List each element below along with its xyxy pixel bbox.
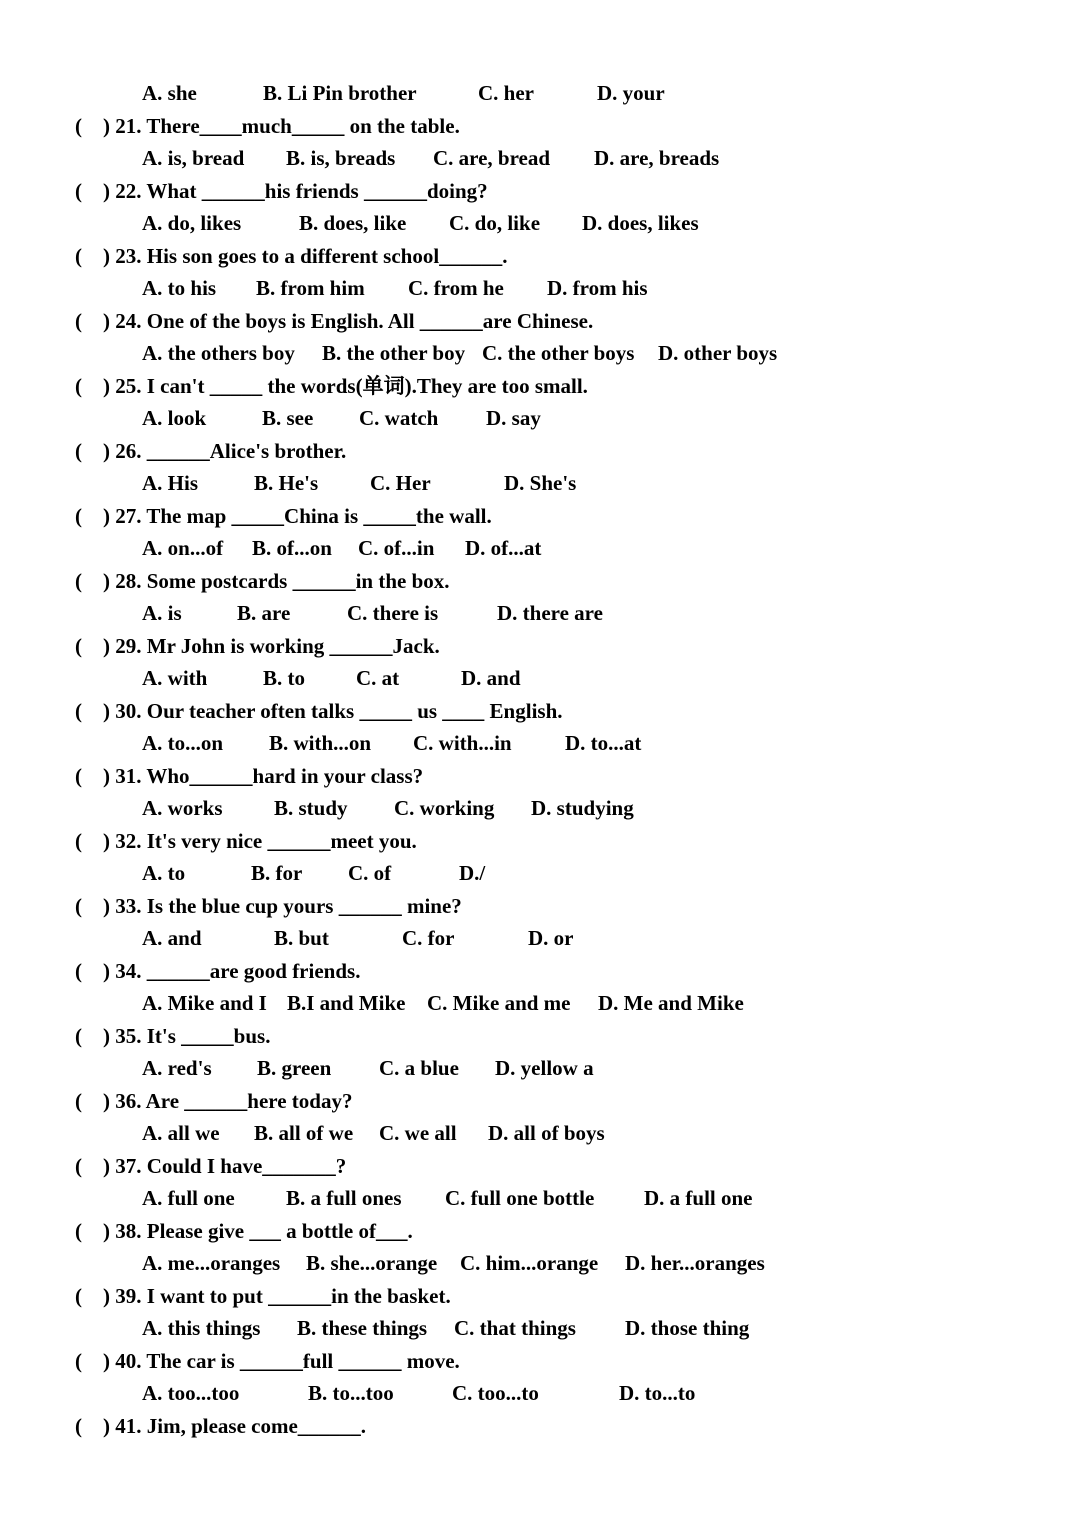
question-stem: The map _____China is _____the wall. bbox=[146, 504, 492, 528]
option-d: D. does, likes bbox=[582, 211, 699, 235]
option-d: D. She's bbox=[504, 471, 577, 495]
question-number: 30. bbox=[115, 699, 142, 723]
question-stem: One of the boys is English. All ______are Chinese. bbox=[146, 309, 594, 333]
option-d: D. a full one bbox=[644, 1186, 753, 1210]
answer-paren-close: ) bbox=[103, 1349, 116, 1373]
question-row bbox=[75, 696, 563, 726]
option-a: A. red's bbox=[142, 1056, 212, 1080]
answer-paren-close: ) bbox=[103, 1089, 116, 1113]
question-row bbox=[75, 371, 588, 401]
question-stem: Mr John is working ______Jack. bbox=[146, 634, 440, 658]
option-b: B. Li Pin brother bbox=[263, 81, 417, 105]
option-d: D. or bbox=[528, 926, 574, 950]
option-c: C. do, like bbox=[449, 211, 541, 235]
option-d: D. to...at bbox=[565, 731, 642, 755]
option-b: B. but bbox=[274, 926, 329, 950]
question-row bbox=[75, 956, 360, 986]
answer-paren-open: ( bbox=[75, 1219, 82, 1243]
option-d: D. studying bbox=[531, 796, 634, 820]
option-b: B.I and Mike bbox=[287, 991, 406, 1015]
option-c: C. her bbox=[478, 81, 534, 105]
question-row bbox=[75, 1021, 270, 1051]
question-number: 34. bbox=[115, 959, 142, 983]
option-b: B. green bbox=[257, 1056, 332, 1080]
option-b: B. the other boy bbox=[322, 341, 466, 365]
question-number: 24. bbox=[115, 309, 142, 333]
question-number: 35. bbox=[115, 1024, 142, 1048]
answer-paren-open: ( bbox=[75, 309, 82, 333]
option-c: C. with...in bbox=[413, 731, 512, 755]
option-a: A. Mike and I bbox=[142, 991, 267, 1015]
option-b: B. to...too bbox=[308, 1381, 394, 1405]
question-stem: It's _____bus. bbox=[146, 1024, 271, 1048]
option-d: D. of...at bbox=[465, 536, 542, 560]
answer-paren-close: ) bbox=[103, 1154, 116, 1178]
option-d: D. say bbox=[486, 406, 541, 430]
question-row bbox=[75, 176, 488, 206]
option-b: B. she...orange bbox=[306, 1251, 438, 1275]
answer-paren-open: ( bbox=[75, 179, 82, 203]
option-b: B. all of we bbox=[254, 1121, 354, 1145]
question-stem: It's very nice ______meet you. bbox=[146, 829, 417, 853]
option-a: A. this things bbox=[142, 1316, 261, 1340]
question-number: 22. bbox=[115, 179, 142, 203]
question-stem: What ______his friends ______doing? bbox=[146, 179, 488, 203]
answer-paren-open: ( bbox=[75, 894, 82, 918]
option-c: C. from he bbox=[408, 276, 504, 300]
option-a: A. me...oranges bbox=[142, 1251, 281, 1275]
option-a: A. is bbox=[142, 601, 182, 625]
question-number: 28. bbox=[115, 569, 142, 593]
option-b: B. of...on bbox=[252, 536, 332, 560]
option-d: D. there are bbox=[497, 601, 603, 625]
option-b: B. He's bbox=[254, 471, 319, 495]
option-a: A. do, likes bbox=[142, 211, 242, 235]
answer-paren-close: ) bbox=[103, 1414, 116, 1438]
question-stem: The car is ______full ______ move. bbox=[146, 1349, 460, 1373]
option-b: B. see bbox=[262, 406, 314, 430]
answer-paren-open: ( bbox=[75, 959, 82, 983]
answer-paren-close: ) bbox=[103, 374, 116, 398]
option-c: C. there is bbox=[347, 601, 439, 625]
question-row bbox=[75, 1216, 413, 1246]
option-a: A. is, bread bbox=[142, 146, 245, 170]
question-row bbox=[75, 631, 440, 661]
answer-paren-close: ) bbox=[103, 439, 116, 463]
option-d: D. all of boys bbox=[488, 1121, 605, 1145]
question-stem: Who______hard in your class? bbox=[146, 764, 424, 788]
question-stem: There____much_____ on the table. bbox=[146, 114, 460, 138]
question-row bbox=[75, 1151, 346, 1181]
option-d: D. her...oranges bbox=[625, 1251, 765, 1275]
answer-paren-open: ( bbox=[75, 1154, 82, 1178]
option-c: C. full one bottle bbox=[445, 1186, 595, 1210]
question-number: 33. bbox=[115, 894, 142, 918]
answer-paren-open: ( bbox=[75, 374, 82, 398]
question-stem: Please give ___ a bottle of___. bbox=[146, 1219, 413, 1243]
question-row bbox=[75, 111, 460, 141]
option-b: B. does, like bbox=[299, 211, 407, 235]
question-number: 25. bbox=[115, 374, 142, 398]
answer-paren-open: ( bbox=[75, 1349, 82, 1373]
answer-paren-open: ( bbox=[75, 569, 82, 593]
option-c: C. a blue bbox=[379, 1056, 459, 1080]
option-d: D. your bbox=[597, 81, 665, 105]
answer-paren-open: ( bbox=[75, 699, 82, 723]
question-number: 32. bbox=[115, 829, 142, 853]
question-row bbox=[75, 826, 417, 856]
option-c: C. are, bread bbox=[433, 146, 551, 170]
answer-paren-open: ( bbox=[75, 1089, 82, 1113]
question-row bbox=[75, 761, 423, 791]
option-c: C. watch bbox=[359, 406, 439, 430]
question-row bbox=[75, 1281, 451, 1311]
option-d: D. those thing bbox=[625, 1316, 750, 1340]
option-c: C. at bbox=[356, 666, 400, 690]
answer-paren-close: ) bbox=[103, 699, 116, 723]
answer-paren-close: ) bbox=[103, 764, 116, 788]
option-b: B. with...on bbox=[269, 731, 372, 755]
answer-paren-open: ( bbox=[75, 439, 82, 463]
question-stem: I can't _____ the words(单词).They are too small. bbox=[146, 374, 588, 398]
option-d: D. other boys bbox=[658, 341, 778, 365]
question-row bbox=[75, 501, 492, 531]
option-a: A. look bbox=[142, 406, 207, 430]
option-c: C. we all bbox=[379, 1121, 457, 1145]
question-stem: Are ______here today? bbox=[145, 1089, 353, 1113]
option-d: D./ bbox=[459, 861, 486, 885]
question-row bbox=[75, 1086, 352, 1116]
answer-paren-open: ( bbox=[75, 1024, 82, 1048]
option-c: C. too...to bbox=[452, 1381, 539, 1405]
question-row bbox=[75, 306, 593, 336]
answer-paren-close: ) bbox=[103, 244, 116, 268]
answer-paren-close: ) bbox=[103, 1284, 116, 1308]
answer-paren-close: ) bbox=[103, 504, 116, 528]
option-c: C. the other boys bbox=[482, 341, 635, 365]
question-row bbox=[75, 1346, 460, 1376]
question-row bbox=[75, 1411, 366, 1441]
option-c: C. of bbox=[348, 861, 392, 885]
option-b: B. these things bbox=[297, 1316, 428, 1340]
question-row bbox=[75, 566, 450, 596]
question-number: 26. bbox=[115, 439, 142, 463]
option-a: A. to...on bbox=[142, 731, 224, 755]
option-a: A. full one bbox=[142, 1186, 235, 1210]
answer-paren-close: ) bbox=[103, 569, 116, 593]
question-number: 23. bbox=[115, 244, 142, 268]
option-a: A. the others boy bbox=[142, 341, 295, 365]
answer-paren-open: ( bbox=[75, 504, 82, 528]
answer-paren-close: ) bbox=[103, 179, 116, 203]
option-a: A. she bbox=[142, 81, 197, 105]
option-a: A. and bbox=[142, 926, 202, 950]
option-a: A. works bbox=[142, 796, 223, 820]
answer-paren-open: ( bbox=[75, 244, 82, 268]
answer-paren-open: ( bbox=[75, 114, 82, 138]
option-a: A. on...of bbox=[142, 536, 224, 560]
option-b: B. are bbox=[237, 601, 291, 625]
question-number: 40. bbox=[115, 1349, 142, 1373]
option-c: C. him...orange bbox=[460, 1251, 599, 1275]
question-stem: Jim, please come______. bbox=[146, 1414, 367, 1438]
answer-paren-close: ) bbox=[103, 309, 116, 333]
option-b: B. for bbox=[251, 861, 303, 885]
question-number: 21. bbox=[115, 114, 142, 138]
question-number: 36. bbox=[115, 1089, 142, 1113]
answer-paren-open: ( bbox=[75, 634, 82, 658]
answer-paren-close: ) bbox=[103, 114, 116, 138]
question-row bbox=[75, 891, 462, 921]
answer-paren-open: ( bbox=[75, 1284, 82, 1308]
question-row bbox=[75, 436, 346, 466]
question-number: 39. bbox=[115, 1284, 142, 1308]
question-number: 37. bbox=[115, 1154, 142, 1178]
option-b: B. is, breads bbox=[286, 146, 396, 170]
answer-paren-close: ) bbox=[103, 894, 116, 918]
option-b: B. from him bbox=[256, 276, 365, 300]
answer-paren-close: ) bbox=[103, 959, 116, 983]
answer-paren-close: ) bbox=[103, 634, 116, 658]
option-d: D. yellow a bbox=[495, 1056, 594, 1080]
question-number: 31. bbox=[115, 764, 142, 788]
option-a: A. to bbox=[142, 861, 186, 885]
answer-paren-open: ( bbox=[75, 1414, 82, 1438]
question-number: 29. bbox=[115, 634, 142, 658]
option-b: B. a full ones bbox=[286, 1186, 402, 1210]
question-number: 27. bbox=[115, 504, 142, 528]
option-c: C. of...in bbox=[358, 536, 435, 560]
option-b: B. to bbox=[263, 666, 305, 690]
answer-paren-close: ) bbox=[103, 1219, 116, 1243]
answer-paren-close: ) bbox=[103, 1024, 116, 1048]
question-stem: ______Alice's brother. bbox=[146, 439, 347, 463]
option-a: A. His bbox=[142, 471, 199, 495]
option-c: C. working bbox=[394, 796, 495, 820]
answer-paren-close: ) bbox=[103, 829, 116, 853]
option-d: D. to...to bbox=[619, 1381, 696, 1405]
option-d: D. from his bbox=[547, 276, 648, 300]
option-a: A. with bbox=[142, 666, 208, 690]
option-d: D. are, breads bbox=[594, 146, 720, 170]
question-stem: I want to put ______in the basket. bbox=[146, 1284, 451, 1308]
question-stem: His son goes to a different school______. bbox=[146, 244, 508, 268]
option-c: C. Her bbox=[370, 471, 431, 495]
answer-paren-open: ( bbox=[75, 764, 82, 788]
option-c: C. Mike and me bbox=[427, 991, 571, 1015]
question-number: 41. bbox=[115, 1414, 142, 1438]
question-stem: Our teacher often talks _____ us ____ English. bbox=[146, 699, 563, 723]
question-stem: Some postcards ______in the box. bbox=[146, 569, 450, 593]
option-a: A. all we bbox=[142, 1121, 220, 1145]
option-d: D. and bbox=[461, 666, 521, 690]
question-stem: Is the blue cup yours ______ mine? bbox=[146, 894, 462, 918]
option-a: A. too...too bbox=[142, 1381, 240, 1405]
question-stem: Could I have_______? bbox=[146, 1154, 347, 1178]
option-c: C. for bbox=[402, 926, 455, 950]
option-d: D. Me and Mike bbox=[598, 991, 744, 1015]
option-b: B. study bbox=[274, 796, 348, 820]
question-row bbox=[75, 241, 507, 271]
option-c: C. that things bbox=[454, 1316, 576, 1340]
option-a: A. to his bbox=[142, 276, 217, 300]
question-stem: ______are good friends. bbox=[146, 959, 361, 983]
answer-paren-open: ( bbox=[75, 829, 82, 853]
question-number: 38. bbox=[115, 1219, 142, 1243]
